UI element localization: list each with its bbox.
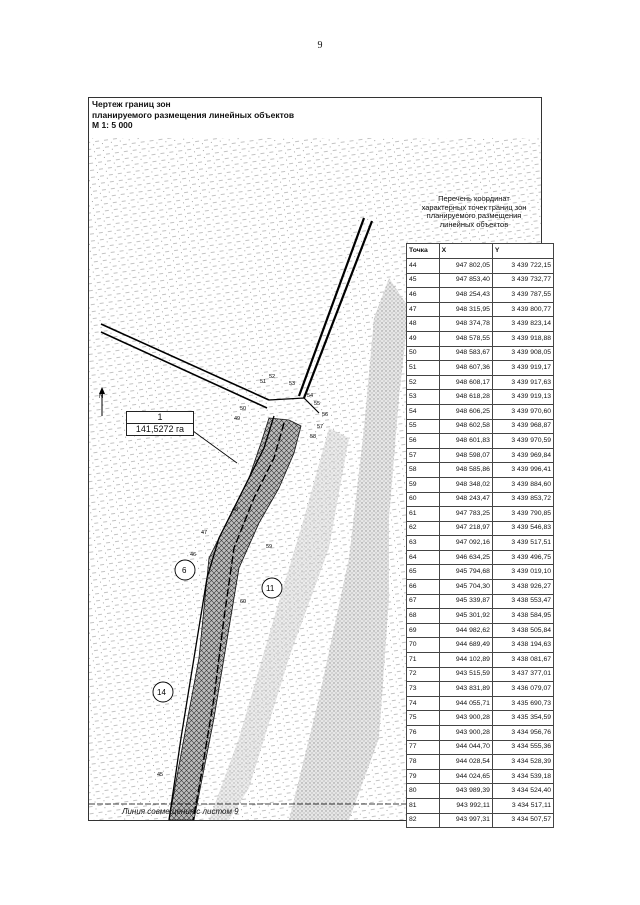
table-row	[407, 653, 554, 668]
table-row	[407, 682, 554, 697]
point-label-50: 50	[240, 406, 247, 412]
table-row	[407, 594, 554, 609]
x-cell: 943 900,28	[439, 711, 492, 726]
page-number: 9	[317, 40, 323, 51]
point-cell: 70	[407, 638, 440, 653]
y-cell: 3 439 496,75	[492, 550, 553, 565]
x-cell: 947 783,25	[439, 507, 492, 522]
title-scale: М 1: 5 000	[92, 120, 133, 130]
y-cell: 3 439 019,10	[492, 565, 553, 580]
point-cell: 47	[407, 302, 440, 317]
point-cell: 77	[407, 740, 440, 755]
point-cell: 72	[407, 667, 440, 682]
callout-14-label: 14	[157, 688, 166, 697]
point-cell: 69	[407, 623, 440, 638]
point-cell: 53	[407, 390, 440, 405]
y-cell: 3 439 970,60	[492, 404, 553, 419]
header-x: X	[439, 244, 492, 259]
point-cell: 71	[407, 653, 440, 668]
table-row	[407, 477, 554, 492]
y-cell: 3 439 823,14	[492, 317, 553, 332]
x-cell: 948 315,95	[439, 302, 492, 317]
point-cell: 66	[407, 580, 440, 595]
point-cell: 78	[407, 755, 440, 770]
point-cell: 51	[407, 361, 440, 376]
point-label-46: 46	[190, 552, 197, 558]
callout-11-label: 11	[266, 584, 275, 593]
point-label-60: 60	[240, 599, 247, 605]
x-cell: 948 606,25	[439, 404, 492, 419]
table-row	[407, 507, 554, 522]
x-cell: 944 055,71	[439, 696, 492, 711]
table-row	[407, 375, 554, 390]
table-row	[407, 580, 554, 595]
point-label-59: 59	[266, 544, 273, 550]
x-cell: 944 044,70	[439, 740, 492, 755]
table-row	[407, 492, 554, 507]
y-cell: 3 435 690,73	[492, 696, 553, 711]
x-cell: 943 997,31	[439, 813, 492, 828]
x-cell: 947 802,05	[439, 259, 492, 274]
x-cell: 943 831,89	[439, 682, 492, 697]
x-cell: 943 989,39	[439, 784, 492, 799]
point-cell: 80	[407, 784, 440, 799]
y-cell: 3 437 377,01	[492, 667, 553, 682]
x-cell: 943 900,28	[439, 726, 492, 741]
point-label-49: 49	[234, 416, 241, 422]
point-label-57: 57	[317, 424, 324, 430]
y-cell: 3 436 079,07	[492, 682, 553, 697]
y-cell: 3 434 524,40	[492, 784, 553, 799]
y-cell: 3 439 917,63	[492, 375, 553, 390]
point-cell: 75	[407, 711, 440, 726]
point-cell: 59	[407, 477, 440, 492]
area-number: 1	[157, 412, 163, 422]
table-row	[407, 784, 554, 799]
legend-line-2: характерных точек границ зон	[421, 202, 527, 212]
y-cell: 3 439 918,88	[492, 331, 553, 346]
y-cell: 3 439 732,77	[492, 273, 553, 288]
table-row	[407, 434, 554, 449]
coordinates-table	[406, 243, 554, 828]
x-cell: 945 301,92	[439, 609, 492, 624]
y-cell: 3 439 800,77	[492, 302, 553, 317]
table-body	[407, 259, 554, 828]
table-row	[407, 638, 554, 653]
x-cell: 948 598,07	[439, 448, 492, 463]
table-row	[407, 331, 554, 346]
point-cell: 45	[407, 273, 440, 288]
x-cell: 947 092,16	[439, 536, 492, 551]
point-cell: 62	[407, 521, 440, 536]
x-cell: 945 794,68	[439, 565, 492, 580]
table-row	[407, 609, 554, 624]
x-cell: 948 602,58	[439, 419, 492, 434]
point-cell: 50	[407, 346, 440, 361]
x-cell: 944 102,89	[439, 653, 492, 668]
y-cell: 3 435 354,59	[492, 711, 553, 726]
y-cell: 3 439 517,51	[492, 536, 553, 551]
point-label-55: 55	[314, 401, 321, 407]
x-cell: 945 704,30	[439, 580, 492, 595]
point-label-53: 53	[289, 381, 296, 387]
x-cell: 947 218,97	[439, 521, 492, 536]
point-cell: 81	[407, 798, 440, 813]
y-cell: 3 439 790,85	[492, 507, 553, 522]
legend-line-4: линейных объектов	[439, 219, 509, 229]
table-row	[407, 536, 554, 551]
point-label-51: 51	[260, 379, 267, 385]
table-row	[407, 463, 554, 478]
table-row	[407, 623, 554, 638]
point-cell: 67	[407, 594, 440, 609]
y-cell: 3 439 970,59	[492, 434, 553, 449]
y-cell: 3 439 853,72	[492, 492, 553, 507]
x-cell: 945 339,87	[439, 594, 492, 609]
x-cell: 943 515,59	[439, 667, 492, 682]
table-row	[407, 521, 554, 536]
legend-line-1: Перечень координат	[438, 194, 510, 203]
x-cell: 944 689,49	[439, 638, 492, 653]
north-label: N	[99, 394, 104, 400]
table-row	[407, 769, 554, 784]
table-row	[407, 259, 554, 274]
point-cell: 48	[407, 317, 440, 332]
point-cell: 79	[407, 769, 440, 784]
y-cell: 3 439 884,60	[492, 477, 553, 492]
point-cell: 82	[407, 813, 440, 828]
x-cell: 944 024,65	[439, 769, 492, 784]
x-cell: 943 992,11	[439, 798, 492, 813]
x-cell: 948 618,28	[439, 390, 492, 405]
y-cell: 3 438 926,27	[492, 580, 553, 595]
table-row	[407, 361, 554, 376]
y-cell: 3 439 919,17	[492, 361, 553, 376]
point-cell: 52	[407, 375, 440, 390]
y-cell: 3 434 539,18	[492, 769, 553, 784]
area-label-box	[126, 411, 194, 436]
table-row	[407, 711, 554, 726]
point-cell: 54	[407, 404, 440, 419]
x-cell: 948 583,67	[439, 346, 492, 361]
point-cell: 73	[407, 682, 440, 697]
point-cell: 63	[407, 536, 440, 551]
x-cell: 948 374,78	[439, 317, 492, 332]
table-row	[407, 726, 554, 741]
y-cell: 3 434 507,57	[492, 813, 553, 828]
x-cell: 948 601,83	[439, 434, 492, 449]
point-label-58: 58	[310, 434, 317, 440]
y-cell: 3 439 996,41	[492, 463, 553, 478]
callout-6-label: 6	[182, 566, 187, 575]
x-cell: 944 028,54	[439, 755, 492, 770]
y-cell: 3 439 546,83	[492, 521, 553, 536]
point-label-48: 48	[232, 507, 239, 513]
y-cell: 3 439 722,15	[492, 259, 553, 274]
point-cell: 68	[407, 609, 440, 624]
point-cell: 44	[407, 259, 440, 274]
legend-line-3: планируемого размещения	[426, 211, 522, 220]
x-cell: 948 608,17	[439, 375, 492, 390]
point-cell: 55	[407, 419, 440, 434]
coords-legend-title	[401, 195, 547, 229]
table-row	[407, 346, 554, 361]
point-cell: 61	[407, 507, 440, 522]
y-cell: 3 439 787,55	[492, 288, 553, 303]
point-cell: 64	[407, 550, 440, 565]
point-cell: 58	[407, 463, 440, 478]
table-row	[407, 288, 554, 303]
header-y: Y	[492, 244, 553, 259]
table-row	[407, 813, 554, 828]
table-row	[407, 755, 554, 770]
title-line-2: планируемого размещения линейных объектов	[92, 109, 295, 120]
y-cell: 3 438 584,95	[492, 609, 553, 624]
y-cell: 3 439 908,05	[492, 346, 553, 361]
point-cell: 57	[407, 448, 440, 463]
drawing-frame	[88, 97, 551, 824]
x-cell: 944 982,62	[439, 623, 492, 638]
x-cell: 948 585,86	[439, 463, 492, 478]
table-row	[407, 317, 554, 332]
table-row	[407, 740, 554, 755]
point-cell: 74	[407, 696, 440, 711]
point-cell: 76	[407, 726, 440, 741]
table-row	[407, 696, 554, 711]
combination-line-caption: Линия совмещения с листом 9	[122, 807, 239, 816]
point-label-56: 56	[322, 412, 329, 418]
x-cell: 948 578,55	[439, 331, 492, 346]
table-header-row	[407, 244, 554, 259]
point-cell: 49	[407, 331, 440, 346]
y-cell: 3 438 194,63	[492, 638, 553, 653]
x-cell: 948 348,02	[439, 477, 492, 492]
table-row	[407, 273, 554, 288]
point-label-54: 54	[307, 393, 314, 399]
y-cell: 3 439 969,84	[492, 448, 553, 463]
y-cell: 3 434 517,11	[492, 798, 553, 813]
y-cell: 3 434 528,39	[492, 755, 553, 770]
point-label-47: 47	[201, 530, 208, 536]
table-row	[407, 448, 554, 463]
y-cell: 3 438 081,67	[492, 653, 553, 668]
point-cell: 56	[407, 434, 440, 449]
title-line-1: Чертеж границ зон	[92, 99, 171, 109]
x-cell: 948 254,43	[439, 288, 492, 303]
x-cell: 948 607,36	[439, 361, 492, 376]
point-label-45: 45	[157, 772, 164, 778]
y-cell: 3 438 553,47	[492, 594, 553, 609]
y-cell: 3 438 505,84	[492, 623, 553, 638]
x-cell: 946 634,25	[439, 550, 492, 565]
point-cell: 46	[407, 288, 440, 303]
y-cell: 3 434 956,76	[492, 726, 553, 741]
x-cell: 948 243,47	[439, 492, 492, 507]
y-cell: 3 439 968,87	[492, 419, 553, 434]
table-row	[407, 667, 554, 682]
table-row	[407, 550, 554, 565]
table-row	[407, 565, 554, 580]
header-point: Точка	[407, 244, 440, 259]
point-label-52: 52	[269, 374, 276, 380]
table-row	[407, 404, 554, 419]
table-row	[407, 390, 554, 405]
table-row	[407, 302, 554, 317]
table-row	[407, 419, 554, 434]
point-cell: 65	[407, 565, 440, 580]
area-value: 141,5272 га	[127, 423, 193, 435]
x-cell: 947 853,40	[439, 273, 492, 288]
y-cell: 3 439 919,13	[492, 390, 553, 405]
point-cell: 60	[407, 492, 440, 507]
table-row	[407, 798, 554, 813]
y-cell: 3 434 555,36	[492, 740, 553, 755]
